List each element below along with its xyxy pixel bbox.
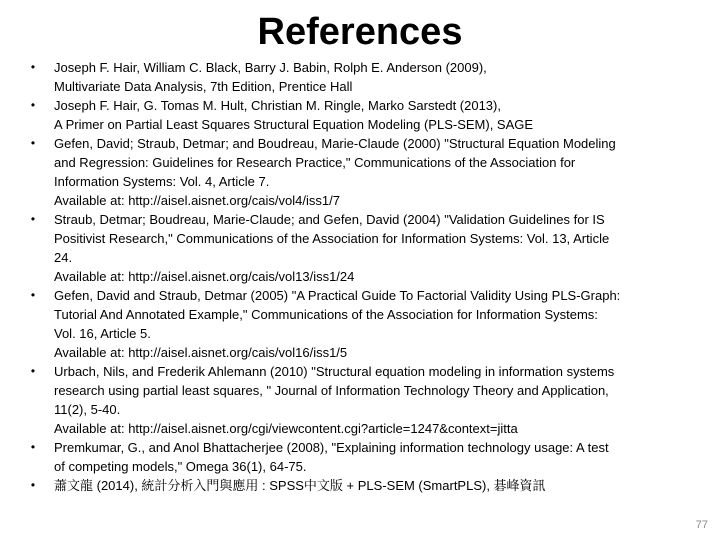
reference-line: 24. [54,250,73,265]
reference-line: research using partial least squares, " Journal of Information Technology Theory and Application, [54,383,609,398]
reference-line: Premkumar, G., and Anol Bhattacherjee (2008), "Explaining information technology usage: A test [54,440,609,455]
bullet-icon: • [30,212,36,226]
page-title: References [257,11,463,53]
reference-line: Available at: http://aisel.aisnet.org/cais/vol4/iss1/7 [54,193,340,208]
reference-item [26,476,690,495]
reference-line: Joseph F. Hair, G. Tomas M. Hult, Christian M. Ringle, Marko Sarstedt (2013), [54,98,501,113]
reference-item [26,58,690,96]
reference-line: Available at: http://aisel.aisnet.org/cais/vol13/iss1/24 [54,269,355,284]
reference-line: Positivist Research," Communications of the Association for Information Systems: Vol. 13, Article [54,231,610,246]
reference-line: Gefen, David; Straub, Detmar; and Boudreau, Marie-Claude (2000) "Structural Equation Modeling [54,136,616,151]
reference-line: Joseph F. Hair, William C. Black, Barry J. Babin, Rolph E. Anderson (2009), [54,60,487,75]
bullet-icon: • [30,478,36,492]
reference-line: Available at: http://aisel.aisnet.org/cgi/viewcontent.cgi?article=1247&context=jitta [54,421,518,436]
reference-line: Vol. 16, Article 5. [54,326,151,341]
reference-line: Tutorial And Annotated Example," Communications of the Association for Information Systems: [54,307,598,322]
bullet-icon: • [30,440,36,454]
reference-line: Available at: http://aisel.aisnet.org/cais/vol16/iss1/5 [54,345,348,360]
reference-item [26,438,690,476]
reference-line: Straub, Detmar; Boudreau, Marie-Claude; and Gefen, David (2004) "Validation Guidelines for IS [54,212,605,227]
reference-list [26,58,690,495]
bullet-icon: • [30,364,36,378]
reference-line: Gefen, David and Straub, Detmar (2005) "A Practical Guide To Factorial Validity Using PLS-Graph: [54,288,621,303]
reference-line: of competing models," Omega 36(1), 64-75. [54,459,307,474]
reference-item [26,96,690,134]
bullet-icon: • [30,98,36,112]
bullet-icon: • [30,60,36,74]
reference-line: A Primer on Partial Least Squares Structural Equation Modeling (PLS-SEM), SAGE [54,117,534,132]
reference-line: Urbach, Nils, and Frederik Ahlemann (2010) "Structural equation modeling in information systems [54,364,615,379]
reference-line: and Regression: Guidelines for Research Practice," Communications of the Association for [54,155,576,170]
reference-line: 蕭文龍 (2014), 統計分析入門與應用 : SPSS中文版 + PLS-SEM (SmartPLS), 碁峰資訊 [54,478,546,493]
reference-item [26,210,690,286]
reference-line: Information Systems: Vol. 4, Article 7. [54,174,270,189]
reference-line: 11(2), 5-40. [54,402,121,417]
reference-item [26,134,690,210]
bullet-icon: • [30,288,36,302]
page-number: 77 [695,519,708,531]
reference-line: Multivariate Data Analysis, 7th Edition, Prentice Hall [54,79,353,94]
reference-item [26,362,690,438]
reference-item [26,286,690,362]
bullet-icon: • [30,136,36,150]
